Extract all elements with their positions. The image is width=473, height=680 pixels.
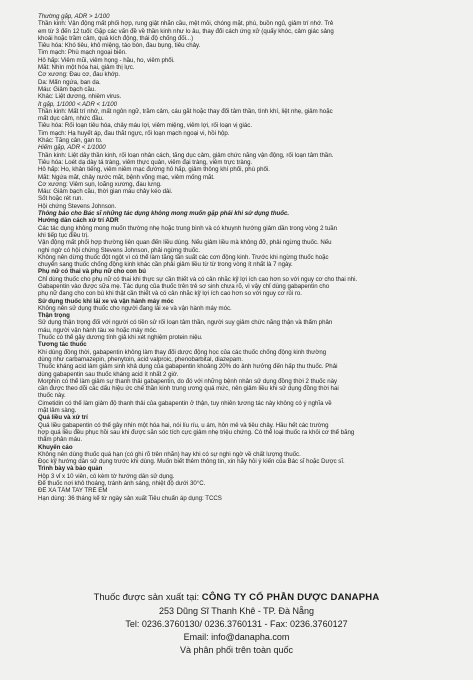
text-line: hợp quá liều đều phục hồi sau khi được săn sóc tích cực giảm nhẹ triệu chứng. Có thể loại thuốc ra khỏi cơ thể bằng	[38, 428, 355, 436]
text-line: Tiêu hóa: Rối loạn tiêu hóa, chảy máu lợi, viêm miệng, viêm lợi, rối loạn vị giác.	[38, 122, 253, 130]
text-line: nghi ngờ có hội chứng Stevens Johnson, phải ngừng thuốc.	[38, 246, 200, 254]
frequency-heading: Ít gặp, 1/1000 < ADR < 1/100	[38, 100, 118, 108]
text-line: Hạn dùng: 36 tháng kể từ ngày sản xuất Tiêu chuẩn áp dụng: TCCS	[38, 494, 222, 502]
text-line: Thần kinh: Mất trí nhớ, mất ngôn ngữ, trầm cảm, cáu gắt hoặc thay đổi tâm thần, tình khí, liệt nhẹ, giảm hoặc	[38, 107, 333, 115]
manufacturer-line	[0, 591, 473, 605]
text-line: Thần kinh: Vận động mất phối hợp, rung giật nhãn cầu, mệt mỏi, chóng mặt, phù, buồn ngủ, giảm trí nhớ. Trẻ	[38, 20, 334, 28]
text-line: Tim mạch: Phù mạch ngoại biên.	[38, 49, 127, 57]
text-line: Thuốc có thể gây dương tính giả khi xét nghiệm protein niệu.	[38, 334, 203, 342]
text-line: Quá liều gabapentin có thể gây nhìn một hóa hai, nói líu ríu, u ám, hôn mê và tiêu chảy. Hầu hết các trường	[38, 421, 329, 429]
text-line: ĐỂ XA TẦM TAY TRẺ EM	[38, 487, 108, 495]
text-line: Gabapentin vào được sữa mẹ. Tác dụng của thuốc trên trẻ sơ sinh chưa rõ, vì vậy chỉ dùng gabapentin cho	[38, 282, 330, 290]
text-line: thuốc này.	[38, 392, 66, 400]
section-heading: Khuyến cáo	[38, 443, 73, 451]
company-phone: Tel: 0236.3760130/ 0236.3760131 - Fax: 0236.3760127	[125, 619, 348, 629]
text-line: Tim mạch: Hạ huyết áp, đau thắt ngực, rối loạn mạch ngoại vi, hồi hộp.	[38, 129, 230, 137]
text-line: thẩm phân máu.	[38, 436, 83, 444]
text-line: Mắt: Ngứa mắt, chảy nước mắt, bệnh võng mạc, viêm mống mắt.	[38, 173, 215, 181]
section-heading: Sử dụng thuốc khi lái xe và vận hành máy móc	[38, 297, 174, 305]
text-line: Chỉ dùng thuốc cho phụ nữ có thai khi thực sự cần thiết và có cân nhắc kỹ lợi ích cao hơn so với nguy cơ cho thai nhi.	[38, 275, 358, 283]
text-line: Hô hấp: Viêm mũi, viêm họng - hầu, ho, viêm phổi.	[38, 56, 175, 64]
section-heading: Tương tác thuốc	[38, 341, 87, 349]
text-line: Morphin có thể làm giảm sự thanh thải gabapentin, do đó với những bệnh nhân sử dụng đồng thời 2 thuốc này	[38, 377, 338, 385]
text-line: Không nên dùng thuốc quá hạn (có ghi rõ trên nhãn) hay khi có sự nghi ngờ về chất lượng thuốc.	[38, 450, 301, 458]
manufacturer-footer	[0, 591, 473, 680]
frequency-heading: Hiếm gặp, ADR < 1/1000	[38, 144, 106, 152]
frequency-heading: Thường gặp, ADR > 1/100	[38, 13, 110, 20]
text-line: dùng như carbamazepin, phenytoin, acid valproic, phenobarbital, diazepam.	[38, 355, 243, 363]
text-line: Cơ xương: Đau cơ, đau khớp.	[38, 71, 121, 79]
text-line: dùng gabapentin sau thuốc kháng acid ít nhất 2 giờ.	[38, 370, 179, 378]
text-line: Không nên sử dụng thuốc cho người đang lái xe và vận hành máy móc.	[38, 304, 232, 312]
text-line: phụ nữ đang cho con bú khi thật cần thiết và có cân nhắc kỹ lợi ích cao hơn so với nguy cơ rủi ro.	[38, 290, 302, 298]
text-line: Đọc kỹ hướng dẫn sử dụng trước khi dùng. Muốn biết thêm thông tin, xin hãy hỏi ý kiến của Bác sĩ hoặc Dược sĩ.	[38, 458, 345, 466]
text-line: Hộp 3 vỉ x 10 viên, có kèm tờ hướng dẫn sử dụng.	[38, 472, 175, 480]
text-line: Khác: Tăng cân, gan to.	[38, 137, 103, 145]
text-line: Các tác dụng không mong muốn thường nhẹ hoặc trung bình và có khuynh hướng giảm dần trong vòng 2 tuần	[38, 224, 338, 232]
company-address: 253 Dũng Sĩ Thanh Khê - TP. Đà Nẵng	[158, 606, 315, 616]
distribution-note: Và phân phối trên toàn quốc	[179, 645, 294, 655]
section-heading: Thông báo cho Bác sĩ những tác dụng không mong muốn gặp phải khi sử dụng thuốc.	[38, 210, 290, 218]
text-line: khoái hoặc trầm cảm, quá kích động, thái độ chống đối...)	[38, 34, 194, 42]
text-line: Tiêu hóa: Khó tiêu, khô miệng, táo bón, đau bụng, tiêu chảy.	[38, 42, 201, 50]
text-line: Cimetidin có thể làm giảm độ thanh thải của gabapentin ở thận, tuy nhiên tương tác này không có ý nghĩa về	[38, 399, 332, 407]
text-line: Tiêu hóa: Loét dạ dày tá tràng, viêm thực quản, viêm đại tràng, viêm trực tràng.	[38, 158, 253, 166]
text-line: Da: Mẩn ngứa, ban da.	[38, 78, 101, 86]
text-line: Không nên dừng thuốc đột ngột vì có thể làm tăng tần suất các cơn động kinh. Trước khi ngừng thuốc hoặc	[38, 253, 329, 261]
text-line: Để thuốc nơi khô thoáng, tránh ánh sáng, nhiệt độ dưới 30°C.	[38, 480, 206, 487]
text-line: Sốt hoặc rét run.	[38, 195, 84, 203]
company-email: Email: info@danapha.com	[183, 632, 290, 642]
text-line: Máu: Giảm bạch cầu, thời gian máu chảy kéo dài.	[38, 188, 173, 196]
section-heading: Hướng dẫn cách xử trí ADR	[38, 217, 119, 225]
produced-by-label: Thuốc được sản xuất tại:	[93, 592, 202, 603]
section-heading: Quá liều và xử trí	[38, 414, 88, 422]
text-line: Hội chứng Stevens Johnson.	[38, 202, 117, 210]
text-line: Máu: Giảm bạch cầu.	[38, 85, 96, 93]
text-line: Thần kinh: Liệt dây thần kinh, rối loạn nhân cách, tăng dục cảm, giảm chức năng vận động, rối loạn tâm thần.	[38, 151, 334, 159]
section-heading: Phụ nữ có thai và phụ nữ cho con bú	[38, 268, 147, 276]
company-name: CÔNG TY CỔ PHẦN DƯỢC DANAPHA	[201, 592, 380, 603]
text-line: Hô hấp: Ho, khản tiếng, viêm niêm mạc đường hô hấp, giảm thông khí phổi, phù phổi.	[38, 166, 270, 174]
text-line: em từ 3 đến 12 tuổi: Gặp các vấn đề về thần kinh như lo âu, thay đổi cách ứng xử (quấy khóc, cảm giác sảng	[38, 27, 334, 35]
text-line: Cơ xương: Viêm sụn, loãng xương, đau lưng.	[38, 180, 162, 188]
text-line: cần được theo dõi các dấu hiệu ức chế thần kinh trung ương quá mức, nên giảm liều khi sử dụng đồng thời hai	[38, 385, 339, 393]
text-line: khi tiếp tục điều trị.	[38, 231, 89, 239]
text-line: Vận động mất phối hợp thường liên quan đến liều dùng. Nếu giảm liều mà không đỡ, phải ngừng thuốc. Nếu	[38, 239, 332, 247]
section-heading: Thận trọng	[38, 312, 70, 320]
text-line: mặt lâm sàng.	[38, 407, 77, 415]
text-line: Mắt: Nhìn một hóa hai, giảm thị lực.	[38, 64, 135, 72]
text-line: Sử dụng thận trọng đối với người có tiền sử rối loạn tâm thần, người suy giảm chức năng thận và thẩm phân	[38, 319, 333, 327]
leaflet-body	[38, 13, 446, 588]
section-heading: Trình bày và bảo quản	[38, 465, 103, 473]
text-line: mất dục cảm, nhức đầu.	[38, 115, 104, 123]
text-line: chuyển sang thuốc chống động kinh khác cần phải giảm liều từ từ trong vòng ít nhất là 7 ngày.	[38, 261, 293, 269]
text-line: Khi dùng đồng thời, gabapentin không làm thay đổi dược động học của các thuốc chống động kinh thường	[38, 348, 327, 356]
text-line: máu, người vận hành tàu xe hoặc máy móc.	[38, 326, 158, 334]
text-line: Khác: Liệt dương, nhiễm virus.	[38, 93, 122, 101]
text-line: Thuốc kháng acid làm giảm sinh khả dụng của gabapentin khoảng 20% do ảnh hưởng đến hấp thu thuốc. Phải	[38, 363, 338, 371]
